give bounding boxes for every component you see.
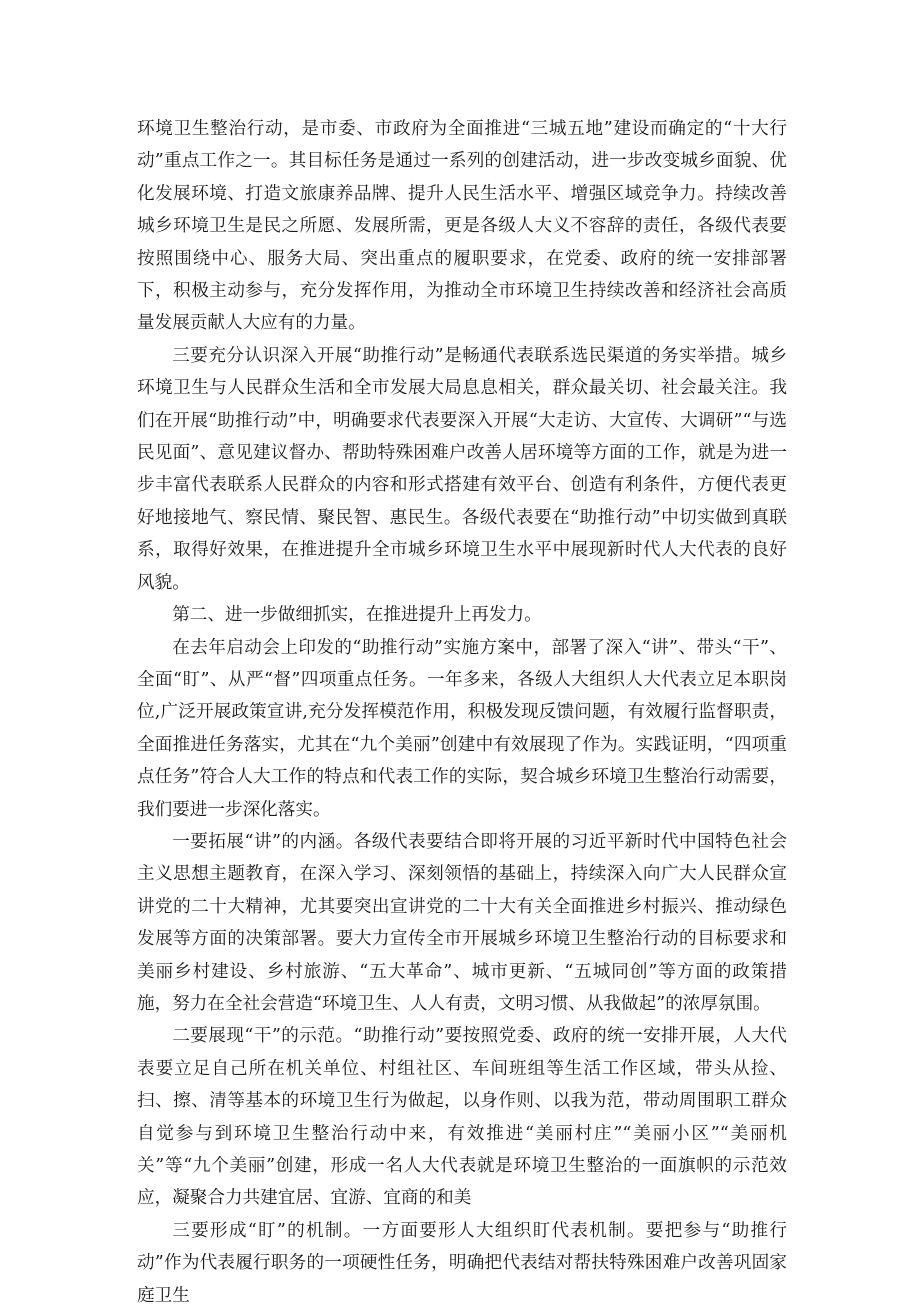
document-body [137, 113, 787, 1312]
section-heading: 第二、进一步做细抓实，在推进提升上再发力。 [172, 605, 542, 626]
paragraph: 三要形成“盯”的机制。一方面要形人大组织盯代表机制。要把参与“助推行动”作为代表履行职务的一项硬性任务，明确把代表结对帮扶特殊困难户改善巩固家庭卫生 [137, 1220, 787, 1306]
paragraph-continuation: 环境卫生整治行动，是市委、市政府为全面推进“三城五地”建设而确定的“十大行动”重点工作之一。其目标任务是通过一系列的创建活动，进一步改变城乡面貌、优化发展环境、打造文旅康养品牌、提升人民生活水平、增强区域竞争力。持续改善城乡环境卫生是民之所愿、发展所需，更是各级人大义不容辞的责任，各级代表要按照围绕中心、服务大局、突出重点的履职要求，在党委、政府的统一安排部署下，积极主动参与，充分发挥作用，为推动全市环境卫生持续改善和经济社会高质量发展贡献人大应有的力量。 [137, 119, 787, 334]
paragraph: 二要展现“干”的示范。“助推行动”要按照党委、政府的统一安排开展，人大代表要立足自己所在机关单位、村组社区、车间班组等生活工作区域，带头从捡、扫、擦、清等基本的环境卫生行为做起，以身作则、以我为范，带动周围职工群众自觉参与到环境卫生整治行动中来，有效推进“美丽村庄”“美丽小区”“美丽机关”等“九个美丽”创建，形成一名人大代表就是环境卫生整治的一面旗帜的示范效应，凝聚合力共建宜居、宜游、宜商的和美 [137, 1026, 787, 1209]
paragraph: 在去年启动会上印发的“助推行动”实施方案中，部署了深入“讲”、带头“干”、全面“盯”、从严“督”四项重点任务。一年多来，各级人大组织人大代表立足本职岗位,广泛开展政策宣讲,充分发挥模范作用，积极发现反馈问题，有效履行监督职责，全面推进任务落实，尤其在“九个美丽”创建中有效展现了作为。实践证明，“四项重点任务”符合人大工作的特点和代表工作的实际，契合城乡环境卫生整治行动需要，我们要进一步深化落实。 [137, 637, 787, 820]
paragraph: 三要充分认识深入开展“助推行动”是畅通代表联系选民渠道的务实举措。城乡环境卫生与人民群众生活和全市发展大局息息相关，群众最关切、社会最关注。我们在开展“助推行动”中，明确要求代表要深入开展“大走访、大宣传、大调研”“与选民见面”、意见建议督办、帮助特殊困难户改善人居环境等方面的工作，就是为进一步丰富代表联系人民群众的内容和形式搭建有效平台、创造有利条件，方便代表更好地接地气、察民情、聚民智、惠民生。各级代表要在“助推行动”中切实做到真联系，取得好效果，在推进提升全市城乡环境卫生水平中展现新时代人大代表的良好风貌。 [137, 345, 787, 593]
paragraph: 一要拓展“讲”的内涵。各级代表要结合即将开展的习近平新时代中国特色社会主义思想主题教育，在深入学习、深刻领悟的基础上，持续深入向广大人民群众宣讲党的二十大精神，尤其要突出宣讲党的二十大有关全面推进乡村振兴、推动绿色发展等方面的决策部署。要大力宣传全市开展城乡环境卫生整治行动的目标要求和美丽乡村建设、乡村旅游、“五大革命”、城市更新、“五城同创”等方面的政策措施，努力在全社会营造“环境卫生、人人有责，文明习惯、从我做起”的浓厚氛围。 [137, 831, 787, 1014]
